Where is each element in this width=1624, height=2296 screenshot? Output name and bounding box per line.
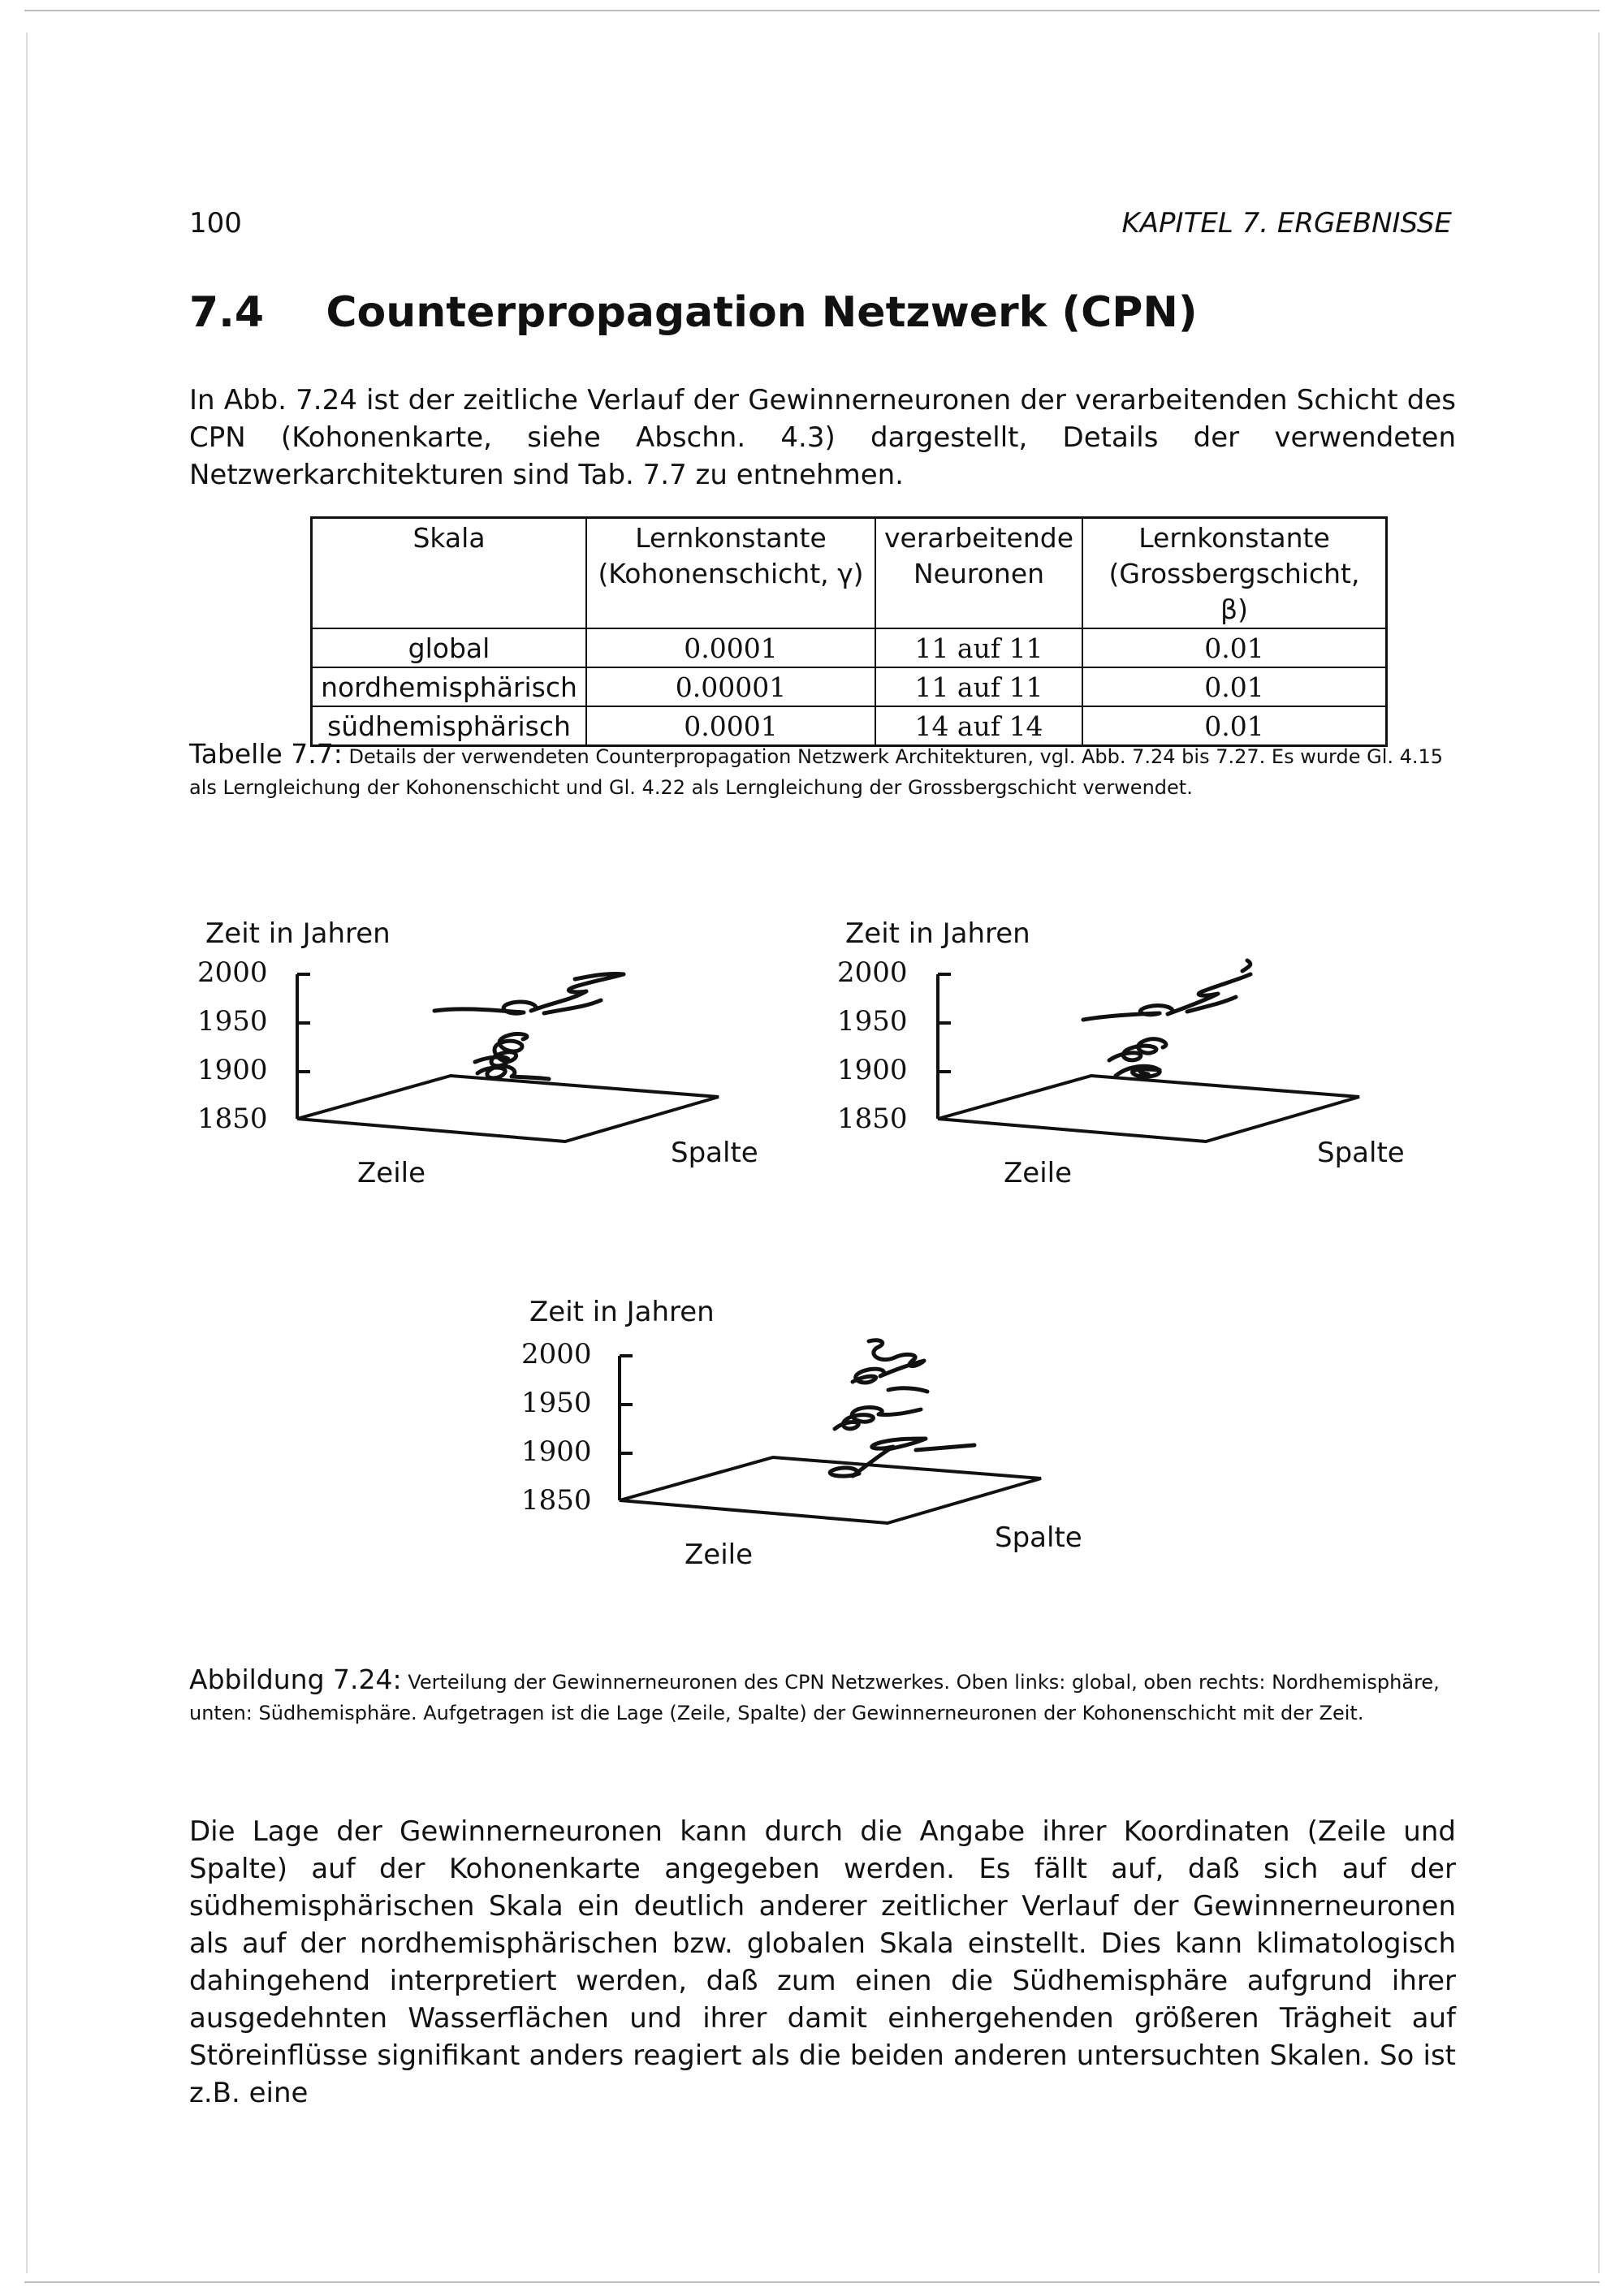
cell-neuronen: 11 auf 11 <box>875 628 1082 667</box>
table-row <box>312 667 1387 706</box>
figure-caption-text: Verteilung der Gewinnerneuronen des CPN Netzwerkes. Oben links: global, oben rechts: Nordhemisphäre, unten: Südhemisphäre. Aufgetragen ist die Lage (Zeile, Spalte) der Gewinnerneuronen der Kohonenschicht mit der Zeit. <box>189 1671 1440 1724</box>
plot2-trace-bottom <box>1116 1066 1160 1077</box>
header-skala: Skala <box>312 518 587 629</box>
section-title: Counterpropagation Netzwerk (CPN) <box>326 288 1198 337</box>
scan-border-left <box>26 32 28 2273</box>
figure-caption-label: Abbildung 7.24: <box>189 1664 402 1695</box>
plot1-axis-title: Zeit in Jahren <box>205 917 391 950</box>
plot2-tick-2000: 2000 <box>837 956 908 989</box>
plot3-tick-2000: 2000 <box>521 1338 592 1370</box>
table-caption-label: Tabelle 7.7: <box>189 738 343 770</box>
plot3-x-label: Zeile <box>685 1539 754 1571</box>
scan-border-right <box>1598 32 1600 2273</box>
plot3-tick-1950: 1950 <box>521 1387 592 1419</box>
cell-skala: nordhemisphärisch <box>312 667 587 706</box>
plot1-trace-top <box>434 973 624 1013</box>
plot1-chart <box>276 958 763 1161</box>
plot2-chart <box>916 958 1403 1161</box>
scan-border-bottom <box>24 2281 1600 2283</box>
cell-skala: global <box>312 628 587 667</box>
plot1-x-label: Zeile <box>357 1157 426 1189</box>
chapter-title: KAPITEL 7. ERGEBNISSE <box>1121 207 1452 240</box>
plot3-chart <box>599 1331 1086 1543</box>
cell-neuronen: 11 auf 11 <box>875 667 1082 706</box>
plot3-base-plane <box>620 1457 1041 1523</box>
cell-kohonen: 0.0001 <box>586 628 875 667</box>
header-kohonen: Lernkonstante (Kohonenschicht, γ) <box>586 518 875 629</box>
cell-kohonen: 0.00001 <box>586 667 875 706</box>
plot3-trace-top <box>853 1340 927 1392</box>
plot2-x-label: Zeile <box>1004 1157 1073 1189</box>
plot1-trace-mid <box>475 1034 527 1065</box>
plot1-tick-1950: 1950 <box>197 1005 268 1038</box>
cell-neuronen: 14 auf 14 <box>875 706 1082 746</box>
table-caption <box>189 739 1456 803</box>
plot3-tick-1850: 1850 <box>521 1484 592 1517</box>
plot2-trace-top <box>1083 960 1250 1020</box>
table-caption-text: Details der verwendeten Counterpropagation Netzwerk Architekturen, vgl. Abb. 7.24 bis 7.27. Es wurde Gl. 4.15 als Lerngleichung der Kohonenschicht und Gl. 4.22 als Lerngleichung der Grossbergschicht verwendet. <box>189 745 1444 799</box>
plot1-base-plane <box>297 1076 719 1142</box>
plot1-tick-1850: 1850 <box>197 1103 268 1135</box>
plot3-axis-title: Zeit in Jahren <box>529 1296 715 1328</box>
intro-paragraph: In Abb. 7.24 ist der zeitliche Verlauf der Gewinnerneuronen der verarbeitenden Schicht des CPN (Kohonenkarte, siehe Abschn. 4.3) dargestellt, Details der verwendeten Netzwerkarchitekturen sind Tab. 7.7 zu entnehmen. <box>189 384 1456 491</box>
plot2-trace-mid <box>1109 1039 1166 1060</box>
plot1-tick-2000: 2000 <box>197 956 268 989</box>
plot1-y-label: Spalte <box>671 1137 758 1169</box>
plot1-trace-bottom <box>477 1066 549 1079</box>
section-heading <box>189 288 1198 337</box>
plot2-tick-1850: 1850 <box>837 1103 908 1135</box>
table-row <box>312 628 1387 667</box>
plot2-tick-1900: 1900 <box>837 1054 908 1086</box>
cell-skala: südhemisphärisch <box>312 706 587 746</box>
cell-grossberg: 0.01 <box>1082 706 1387 746</box>
plot1-tick-1900: 1900 <box>197 1054 268 1086</box>
cell-grossberg: 0.01 <box>1082 667 1387 706</box>
header-neuronen: verarbeitende Neuronen <box>875 518 1082 629</box>
scan-border-top <box>24 10 1600 11</box>
plot3-y-label: Spalte <box>995 1521 1082 1554</box>
section-number: 7.4 <box>189 288 265 337</box>
plot3-tick-1900: 1900 <box>521 1435 592 1468</box>
plot2-base-plane <box>938 1076 1359 1142</box>
page-number: 100 <box>189 207 242 240</box>
header-grossberg: Lernkonstante (Grossbergschicht, β) <box>1082 518 1387 629</box>
cell-grossberg: 0.01 <box>1082 628 1387 667</box>
plot2-y-label: Spalte <box>1317 1137 1405 1169</box>
plot2-tick-1950: 1950 <box>837 1005 908 1038</box>
cell-kohonen: 0.0001 <box>586 706 875 746</box>
closing-paragraph: Die Lage der Gewinnerneuronen kann durch die Angabe ihrer Koordinaten (Zeile und Spalte) auf der Kohonenkarte angegeben werden. Es fällt auf, daß sich auf der südhemisphärischen Skala ein deutlich anderer zeitlicher Verlauf der Gewinnerneuronen als auf der nordhemisphärischen bzw. globalen Skala einstellt. Dies kann klimatologisch dahingehend interpretiert werden, daß zum einen die Südhemisphäre aufgrund ihrer ausgedehnten Wasserflächen und ihrer damit einhergehenden größeren Trägheit auf Störeinflüsse signifikant anders reagiert als die beiden anderen untersuchten Skalen. So ist z.B. eine <box>189 1815 1456 2109</box>
figure-caption <box>189 1664 1456 1728</box>
architecture-table <box>310 516 1388 747</box>
table-header-row <box>312 518 1387 629</box>
plot2-axis-title: Zeit in Jahren <box>845 917 1030 950</box>
plot3-trace-mid <box>835 1408 921 1429</box>
